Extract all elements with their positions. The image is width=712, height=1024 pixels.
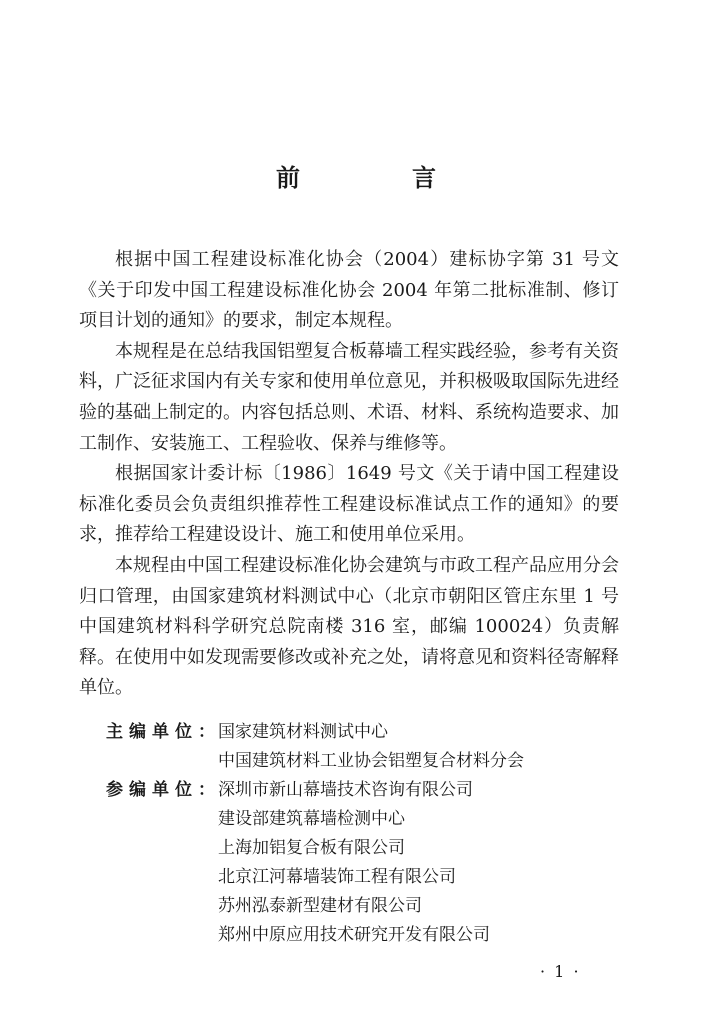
paragraph-scope: 本规程是在总结我国铝塑复合板幕墙工程实践经验，参考有关资料，广泛征求国内有关专家和使用单位意见，并积极吸取国际先进经验的基础上制定的。内容包括总则、术语、材料、系统构造要求、加工制作、安装施工、工程验收、保养与维修等。 xyxy=(79,340,619,454)
paragraph-basis: 根据中国工程建设标准化协会（2004）建标协字第 31 号文《关于印发中国工程建设标准化协会 2004 年第二批标准制、修订项目计划的通知》的要求，制定本规程。 xyxy=(79,249,619,332)
participating-editor-list xyxy=(218,776,626,950)
participating-editor-unit: 建设部建筑幕墙检测中心 xyxy=(218,809,405,829)
preface-body xyxy=(79,245,619,704)
paragraph-management: 本规程由中国工程建设标准化协会建筑与市政工程产品应用分会归口管理，由国家建筑材料测试中心（北京市朝阳区管庄东里 1 号中国建筑材料科学研究总院南楼 316 室，邮编 100024）负责解释。在使用中如发现需要修改或补充之处，请将意见和资料径寄解释单位。 xyxy=(79,554,619,699)
participating-editor-unit: 苏州泓泰新型建材有限公司 xyxy=(218,896,422,916)
chief-editor-label: 主编单位： xyxy=(106,722,221,742)
editing-units xyxy=(106,718,626,950)
chief-editor-group xyxy=(106,718,626,776)
paragraph-recommendation: 根据国家计委计标〔1986〕1649 号文《关于请中国工程建设标准化委员会负责组织推荐性工程建设标准试点工作的通知》的要求，推荐给工程建设设计、施工和使用单位采用。 xyxy=(79,463,619,546)
chief-editor-unit: 国家建筑材料测试中心 xyxy=(218,722,388,742)
chief-editor-list xyxy=(218,718,626,776)
page-number: · 1 · xyxy=(540,962,581,981)
participating-editor-unit: 北京江河幕墙装饰工程有限公司 xyxy=(218,867,456,887)
participating-editor-unit: 郑州中原应用技术研究开发有限公司 xyxy=(218,925,490,945)
participating-editor-unit: 上海加铝复合板有限公司 xyxy=(218,838,405,858)
participating-editor-label: 参编单位： xyxy=(106,780,221,800)
participating-editor-group xyxy=(106,776,626,950)
page-title: 前 言 xyxy=(276,164,480,192)
chief-editor-unit: 中国建筑材料工业协会铝塑复合材料分会 xyxy=(218,751,524,771)
participating-editor-unit: 深圳市新山幕墙技术咨询有限公司 xyxy=(218,780,473,800)
